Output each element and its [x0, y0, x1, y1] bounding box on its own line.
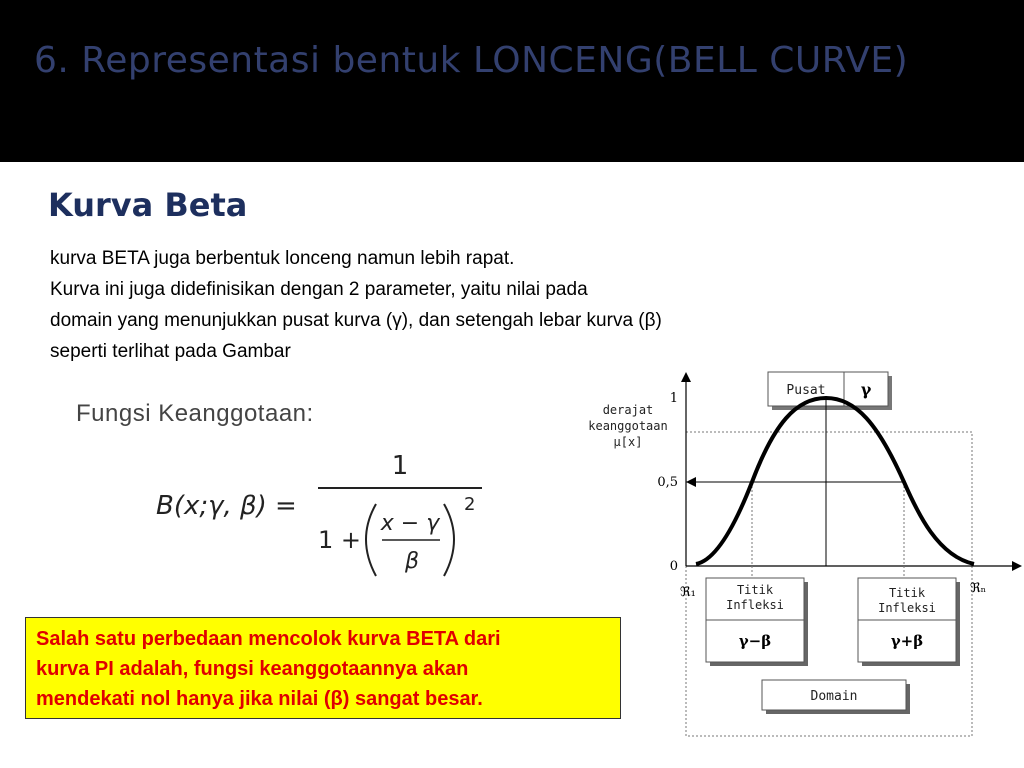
- paragraph-line-3: domain yang menunjukkan pusat kurva (γ), dan setengah lebar kurva (β): [50, 310, 662, 331]
- x-axis-arrow: [1012, 561, 1022, 571]
- right-box-value: γ+β: [890, 632, 924, 650]
- left-box-label-1: Titik: [736, 583, 774, 597]
- y-axis-arrow: [681, 372, 691, 382]
- formula-numerator: 1: [391, 451, 409, 481]
- section-heading: Kurva Beta: [48, 186, 248, 224]
- slide-title: 6. Representasi bentuk LONCENG(BELL CURVE): [34, 40, 909, 81]
- beta-curve-diagram: [568, 368, 1024, 768]
- beta-formula: [150, 444, 490, 584]
- left-paren: [366, 504, 376, 576]
- x-right-label: ℜₙ: [970, 581, 987, 596]
- left-box-label-2: Infleksi: [726, 598, 784, 612]
- beta-curve: [696, 398, 974, 564]
- y-label-line-2: keanggotaan: [588, 419, 668, 433]
- formula-lhs: B(x;γ, β) =: [156, 491, 297, 521]
- formula-label: Fungsi Keanggotaan:: [76, 400, 314, 427]
- half-line-arrow: [686, 477, 696, 487]
- paragraph-line-2: Kurva ini juga didefinisikan dengan 2 parameter, yaitu nilai pada: [50, 279, 588, 300]
- paragraph-line-4: seperti terlihat pada Gambar: [50, 341, 291, 362]
- pusat-label: Pusat: [786, 383, 826, 398]
- highlight-note: [25, 617, 621, 719]
- y-tick-05: 0,5: [657, 475, 678, 490]
- note-line-2: kurva PI adalah, fungsi keanggotaannya akan: [36, 658, 469, 680]
- note-line-1: Salah satu perbedaan mencolok kurva BETA dari: [36, 628, 501, 650]
- slide-header: [0, 0, 1024, 160]
- right-box-label-1: Titik: [888, 586, 926, 600]
- y-tick-0: 0: [669, 559, 678, 574]
- inner-denominator: β: [404, 549, 420, 574]
- right-paren: [444, 504, 454, 576]
- domain-label: Domain: [810, 689, 858, 704]
- pusat-symbol: γ: [860, 380, 872, 399]
- y-label-line-1: derajat: [602, 403, 654, 417]
- x-left-label: ℜ₁: [680, 585, 696, 600]
- right-box-label-2: Infleksi: [878, 601, 936, 615]
- note-line-3: mendekati nol hanya jika nilai (β) sangat besar.: [36, 688, 483, 710]
- y-label-line-3: μ[x]: [613, 435, 643, 449]
- paragraph-line-1: kurva BETA juga berbentuk lonceng namun lebih rapat.: [50, 248, 515, 269]
- slide-content: [0, 162, 1024, 768]
- formula-denominator-prefix: 1 +: [318, 526, 362, 554]
- inner-numerator: x − γ: [380, 511, 440, 536]
- left-box-value: γ−β: [738, 632, 772, 650]
- y-tick-1: 1: [669, 391, 678, 406]
- formula-exponent: 2: [464, 494, 476, 515]
